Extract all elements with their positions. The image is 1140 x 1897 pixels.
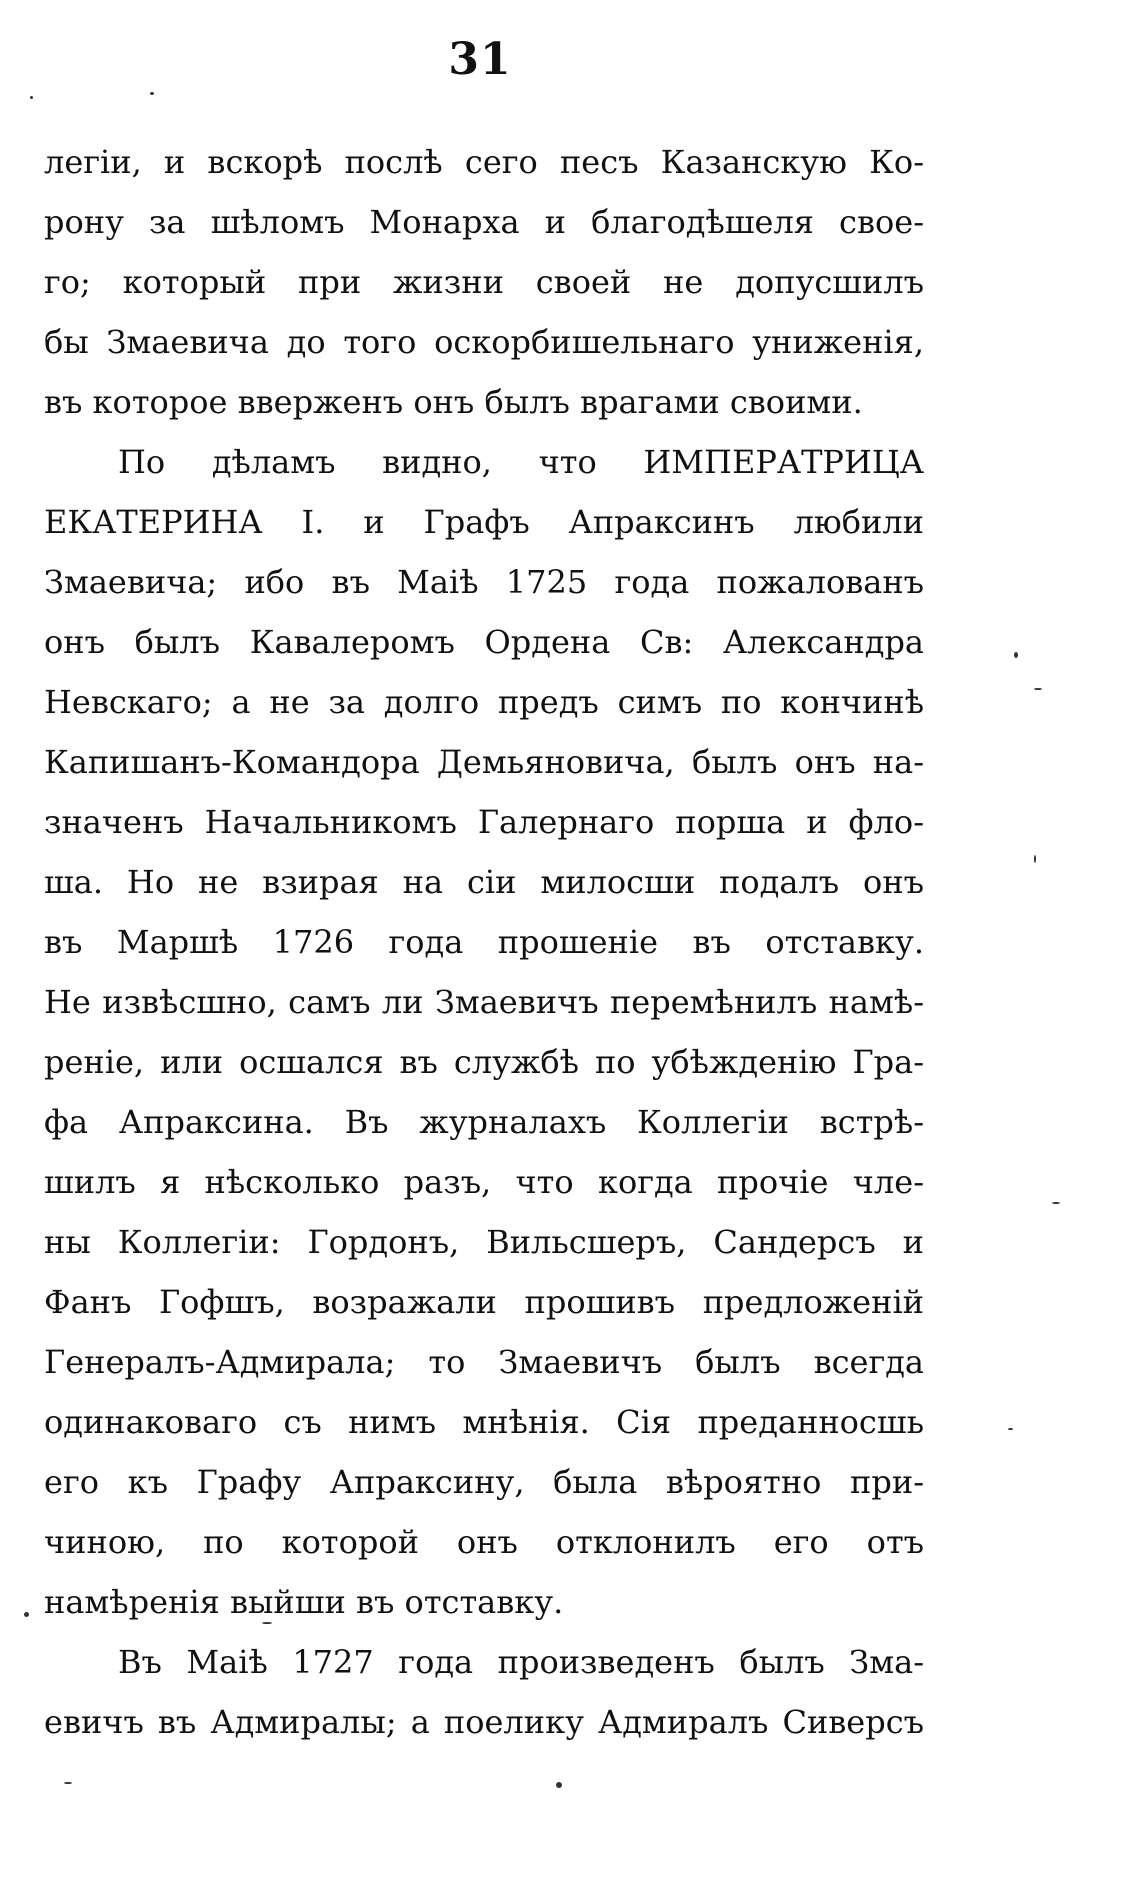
scan-speck — [1052, 1202, 1060, 1204]
scan-speck — [262, 1622, 272, 1624]
text-line: Генералъ-Адмирала; то Змаевичъ былъ всегда — [44, 1343, 924, 1381]
text-line: намѣренія выйши въ отставку. — [44, 1583, 564, 1621]
text-line: ша. Но не взирая на сіи милосши подалъ онъ — [44, 863, 924, 901]
text-line: бы Змаевича до того оскорбишельнаго униженія, — [44, 323, 924, 361]
text-line: ЕКАТЕРИНА I. и Графъ Апраксинъ любили — [44, 503, 924, 541]
text-line: фа Апраксина. Въ журналахъ Коллегіи встрѣ- — [44, 1103, 924, 1141]
scan-speck — [1034, 688, 1042, 690]
scan-speck — [30, 96, 33, 99]
text-line: Капишанъ-Командора Демьяновича, былъ онъ на- — [44, 743, 924, 781]
text-line: въ которое ввержeнъ онъ былъ врагами своими. — [44, 383, 863, 421]
scan-speck — [1008, 1428, 1013, 1430]
text-line: въ Маршѣ 1726 года прошеніе въ отставку. — [44, 923, 924, 961]
body-text — [44, 132, 924, 1752]
page-number: 31 — [448, 34, 512, 85]
scan-speck — [1034, 855, 1036, 863]
text-line: рону за шѣломъ Монарха и благодѣшеля свое- — [44, 203, 924, 241]
text-line: его къ Графу Апраксину, была вѣроятно при- — [44, 1463, 924, 1501]
text-line: го; который при жизни своей не допусшилъ — [44, 263, 924, 301]
text-line: легіи, и вскорѣ послѣ сего песъ Казанскую Ко- — [44, 143, 924, 181]
text-line: Въ Маіѣ 1727 года произведенъ былъ Зма- — [118, 1643, 924, 1681]
text-line: одинаковаго съ нимъ мнѣнія. Сія преданносшь — [44, 1403, 924, 1441]
text-line: евичъ въ Адмиралы; а поелику Адмиралъ Сиверсъ — [44, 1703, 924, 1741]
text-line: значенъ Начальникомъ Галернаго порша и фло- — [44, 803, 924, 841]
text-line: чиною, по которой онъ отклонилъ его отъ — [44, 1523, 924, 1561]
text-line: шилъ я нѣсколько разъ, что когда прочіе чле- — [44, 1163, 924, 1201]
text-line: По дѣламъ видно, что ИМПЕРАТРИЦА — [118, 443, 924, 481]
scan-speck — [1014, 652, 1018, 658]
scan-speck — [150, 92, 154, 95]
text-line: Фанъ Гофшъ, возражали прошивъ предложеній — [44, 1283, 924, 1321]
scan-speck — [556, 1782, 562, 1788]
scan-speck — [64, 1782, 72, 1784]
text-line: реніе, или осшался въ службѣ по убѣжденію Гра- — [44, 1043, 924, 1081]
scan-speck — [24, 1612, 29, 1617]
text-line: онъ былъ Кавалеромъ Ордена Св: Александра — [44, 623, 924, 661]
text-line: Невскаго; а не за долго предъ симъ по кончинѣ — [44, 683, 924, 721]
text-line: Не извѣсшно, самъ ли Змаевичъ перемѣнилъ намѣ- — [44, 983, 924, 1021]
text-line: Змаевича; ибо въ Маіѣ 1725 года пожалованъ — [44, 563, 924, 601]
text-line: ны Коллегіи: Гордонъ, Вильсшеръ, Сандерсъ и — [44, 1223, 924, 1261]
